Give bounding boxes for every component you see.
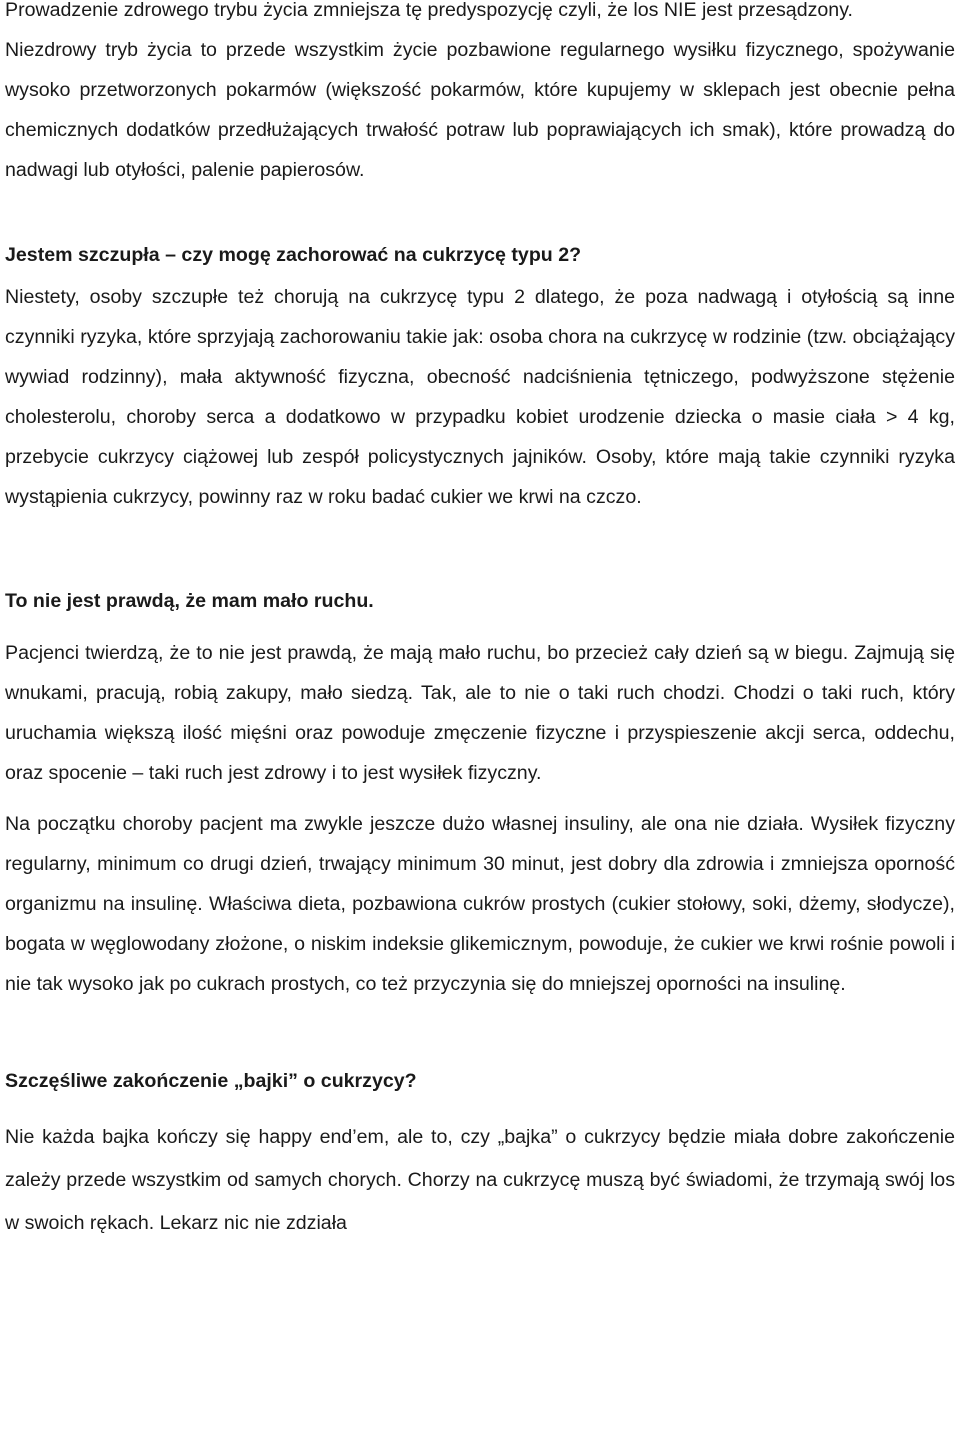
intro-paragraph-tail: Prowadzenie zdrowego trybu życia zmniejsza tę predyspozycję czyli, że los NIE jest przesądzony.	[5, 0, 853, 21]
section-paragraph-movement: Pacjenci twierdzą, że to nie jest prawdą, że mają mało ruchu, bo przecież cały dzień są w biegu. Zajmują się wnukami, pracują, robią zakupy, mało siedzą. Tak, ale to nie o taki ruch chodzi. Chodzi o taki ruch, który uruchamia większą ilość mięśni oraz powoduje zmęczenie fizyczne i przyspieszenie akcji serca, oddechu, oraz spocenie – taki ruch jest zdrowy i to jest wysiłek fizyczny.	[5, 642, 955, 784]
section-heading-happy-ending: Szczęśliwe zakończenie „bajki” o cukrzycy?	[5, 1070, 417, 1092]
section-paragraph-insulin: Na początku choroby pacjent ma zwykle jeszcze dużo własnej insuliny, ale ona nie działa. Wysiłek fizyczny regularny, minimum co drugi dzień, trwający minimum 30 minut, jest dobry dla zdrowia i zmniejsza oporność organizmu na insulinę. Właściwa dieta, pozbawiona cukrów prostych (cukier stołowy, soki, dżemy, słodycze), bogata w węglowodany złożone, o niskim indeksie glikemicznym, powoduje, że cukier we krwi rośnie powoli i nie tak wysoko jak po cukrach prostych, co też przyczynia się do mniejszej oporności na insulinę.	[5, 813, 955, 995]
section-heading-movement: To nie jest prawdą, że mam mało ruchu.	[5, 590, 374, 612]
section-paragraph-happy-ending: Nie każda bajka kończy się happy end’em, ale to, czy „bajka” o cukrzycy będzie miała dobre zakończenie zależy przede wszystkim od samych chorych. Chorzy na cukrzycę muszą być świadomi, że trzymają swój los w swoich rękach. Lekarz nic nie zdziała	[5, 1126, 955, 1234]
document-page	[5, 0, 955, 1245]
lifestyle-paragraph: Niezdrowy tryb życia to przede wszystkim życie pozbawione regularnego wysiłku fizycznego, spożywanie wysoko przetworzonych pokarmów (większość pokarmów, które kupujemy w sklepach jest obecnie pełna chemicznych dodatków przedłużających trwałość potraw lub poprawiających ich smak), które prowadzą do nadwagi lub otyłości, palenie papierosów.	[5, 39, 955, 181]
section-paragraph-thin-people: Niestety, osoby szczupłe też chorują na cukrzycę typu 2 dlatego, że poza nadwagą i otyłością są inne czynniki ryzyka, które sprzyjają zachorowaniu takie jak: osoba chora na cukrzycę w rodzinie (tzw. obciążający wywiad rodzinny), mała aktywność fizyczna, obecność nadciśnienia tętniczego, podwyższone stężenie cholesterolu, choroby serca a dodatkowo w przypadku kobiet urodzenie dziecka o masie ciała > 4 kg, przebycie cukrzycy ciążowej lub zespół policystycznych jajników. Osoby, które mają takie czynniki ryzyka wystąpienia cukrzycy, powinny raz w roku badać cukier we krwi na czczo.	[5, 286, 955, 508]
section-heading-thin-people: Jestem szczupła – czy mogę zachorować na cukrzycę typu 2?	[5, 244, 582, 266]
